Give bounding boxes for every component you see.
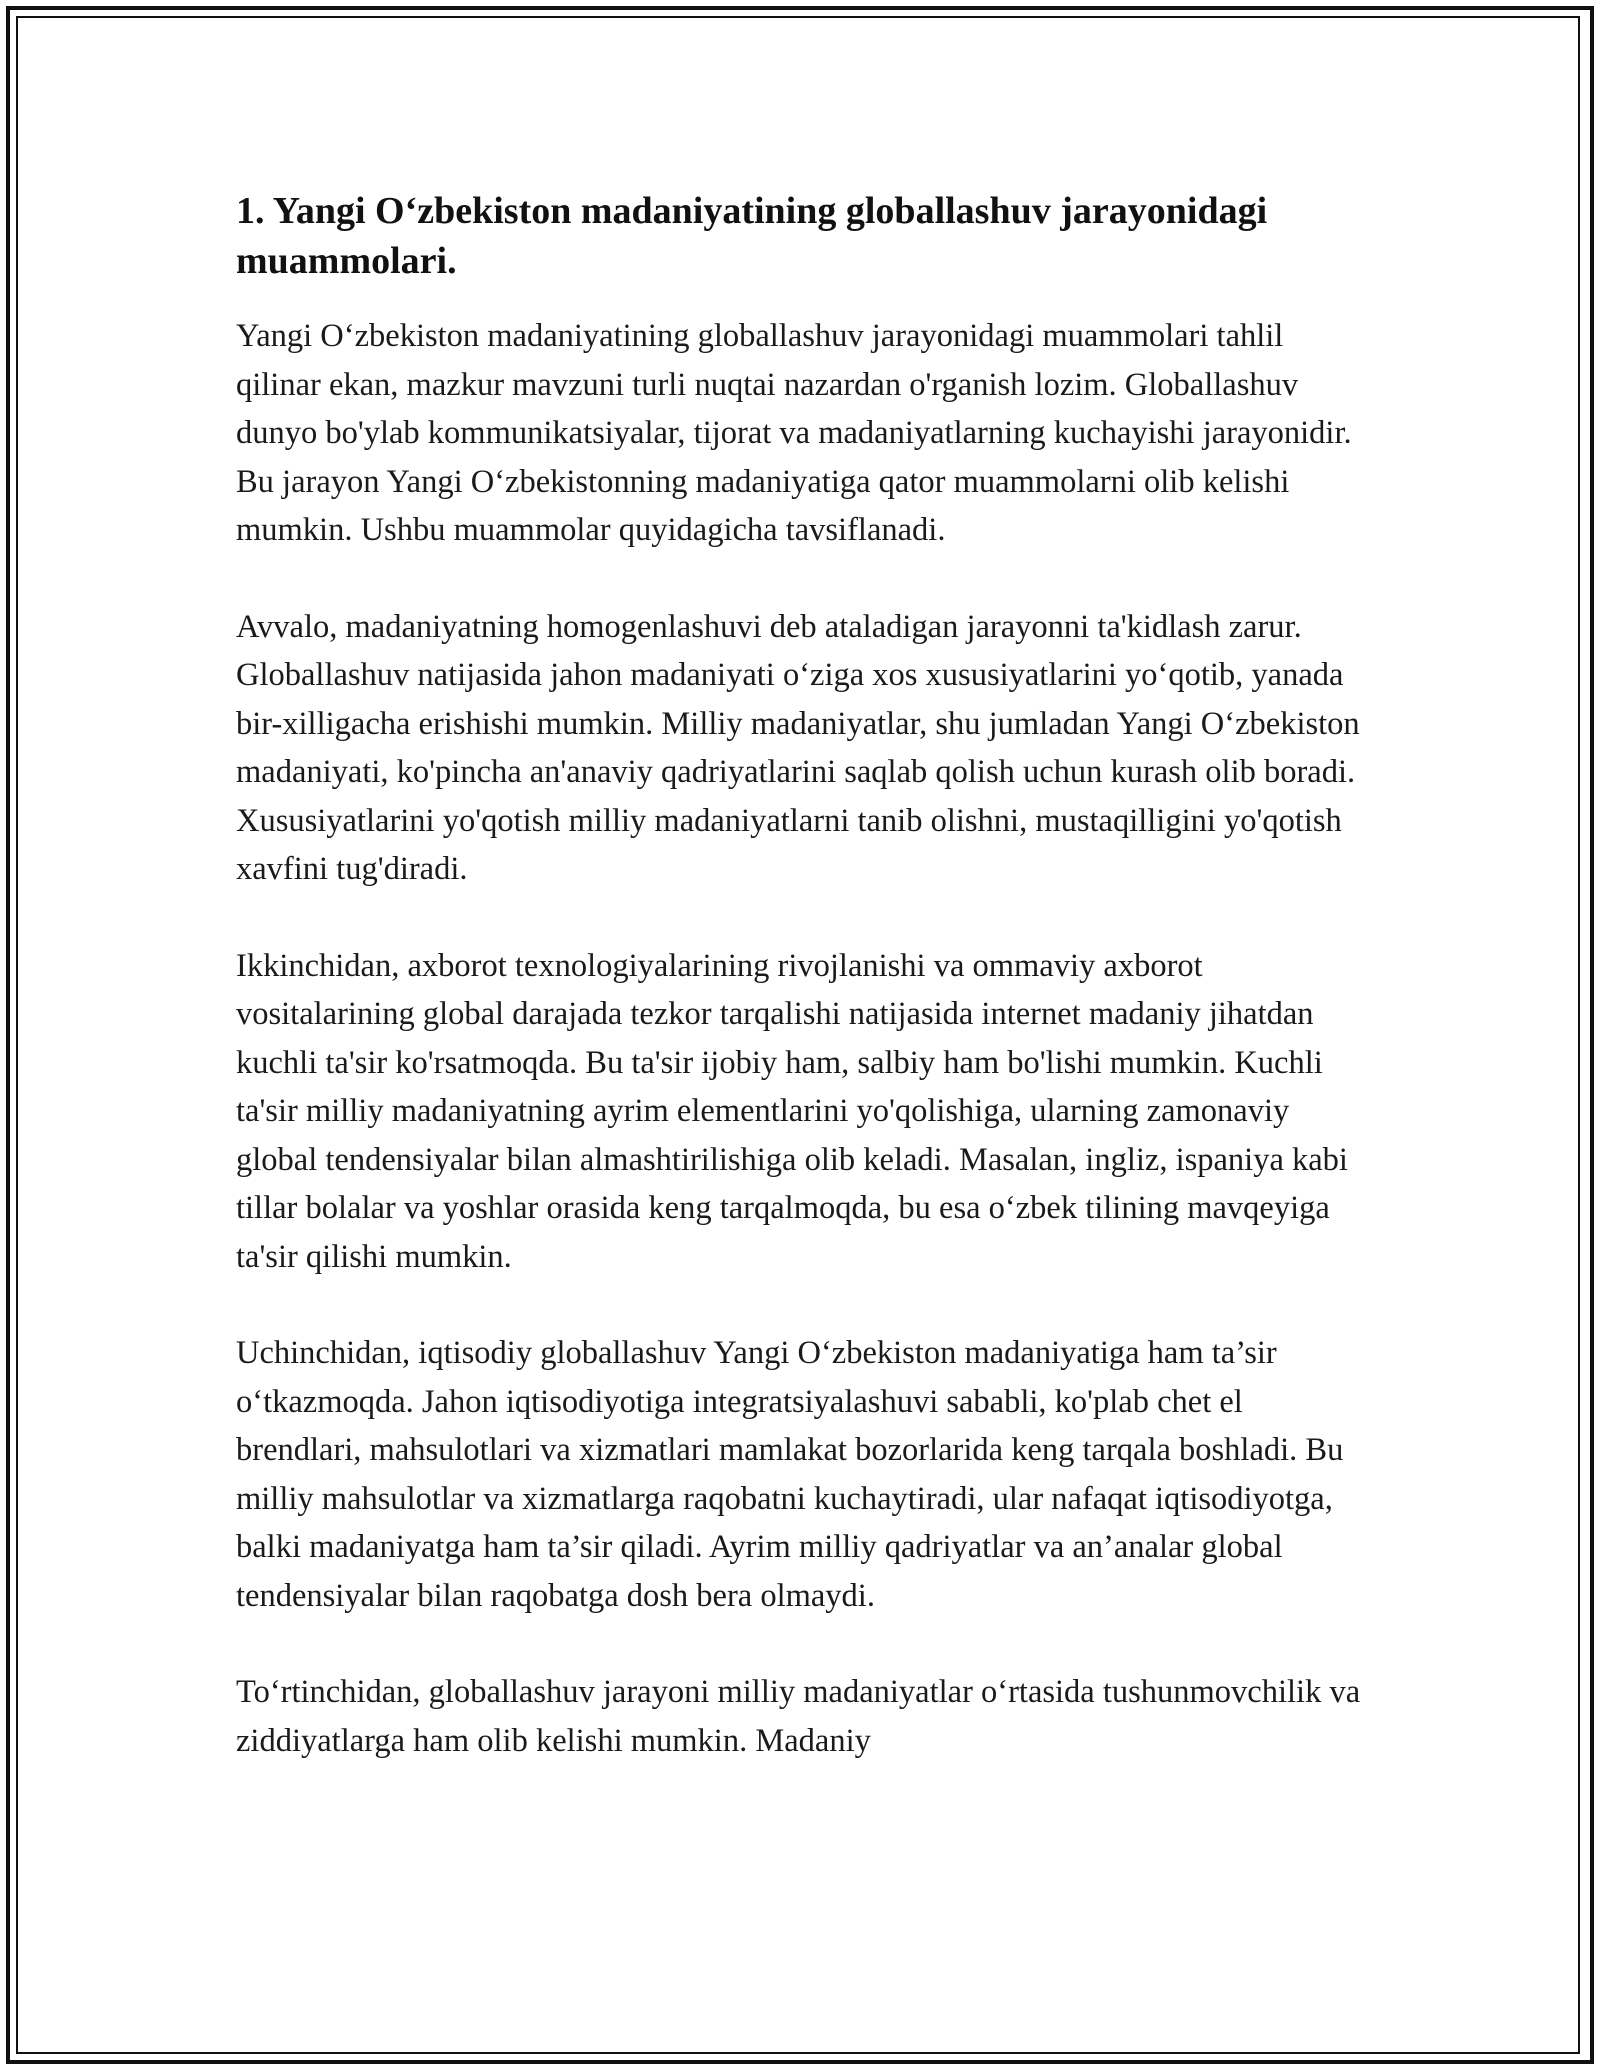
paragraph-third-point: Uchinchidan, iqtisodiy globallashuv Yangi O‘zbekiston madaniyatiga ham ta’sir o‘tkazmoqda. Jahon iqtisodiyotiga integratsiyalashuvi sababli, ko'plab chet el brendlari, mahsulotlari va xizmatlari mamlakat bozorlarida keng tarqala boshladi. Bu milliy mahsulotlar va xizmatlarga raqobatni kuchaytiradi, ular nafaqat iqtisodiyotga, balki madaniyatga ham ta’sir qiladi. Ayrim milliy qadriyatlar va an’analar global tendensiyalar bilan raqobatga dosh bera olmaydi. [236,1335,1344,1614]
paragraph-first-point: Avvalo, madaniyatning homogenlashuvi deb ataladigan jarayonni ta'kidlash zarur. Globallashuv natijasida jahon madaniyati o‘ziga xos xususiyatlarini yo‘qotib, yanada bir-xilligacha erishishi mumkin. Milliy madaniyatlar, shu jumladan Yangi O‘zbekiston madaniyati, ko'pincha an'anaviy qadriyatlarini saqlab qolish uchun kurash olib boradi. Xususiyatlarini yo'qotish milliy madaniyatlarni tanib olishni, mustaqilligini yo'qotish xavfini tug'diradi. [236,608,1360,887]
paragraph-second-point: Ikkinchidan, axborot texnologiyalarining rivojlanishi va ommaviy axborot vositalarining global darajada tezkor tarqalishi natijasida internet madaniy jihatdan kuchli ta'sir ko'rsatmoqda. Bu ta'sir ijobiy ham, salbiy ham bo'lishi mumkin. Kuchli ta'sir milliy madaniyatning ayrim elementlarini yo'qolishiga, ularning zamonaviy global tendensiyalar bilan almashtirilishiga olib keladi. Masalan, ingliz, ispaniya kabi tillar bolalar va yoshlar orasida keng tarqalmoqda, bu esa o‘zbek tilining mavqeyiga ta'sir qilishi mumkin. [236,947,1348,1275]
paragraph-intro: Yangi O‘zbekiston madaniyatining globallashuv jarayonidagi muammolari tahlil qilinar ekan, mazkur mavzuni turli nuqtai nazardan o'rganish lozim. Globallashuv dunyo bo'ylab kommunikatsiyalar, tijorat va madaniyatlarning kuchayishi jarayonidir. Bu jarayon Yangi O‘zbekistonning madaniyatiga qator muammolarni olib kelishi mumkin. Ushbu muammolar quyidagicha tavsiflanadi. [236,318,1352,548]
paragraph-fourth-point: To‘rtinchidan, globallashuv jarayoni milliy madaniyatlar o‘rtasida tushunmovchilik va ziddiyatlarga ham olib kelishi mumkin. Madaniy [236,1674,1361,1759]
document-body [236,186,1376,1813]
section-heading: 1. Yangi O‘zbekiston madaniyatining globallashuv jarayonidagi muammolari. [236,190,1268,282]
